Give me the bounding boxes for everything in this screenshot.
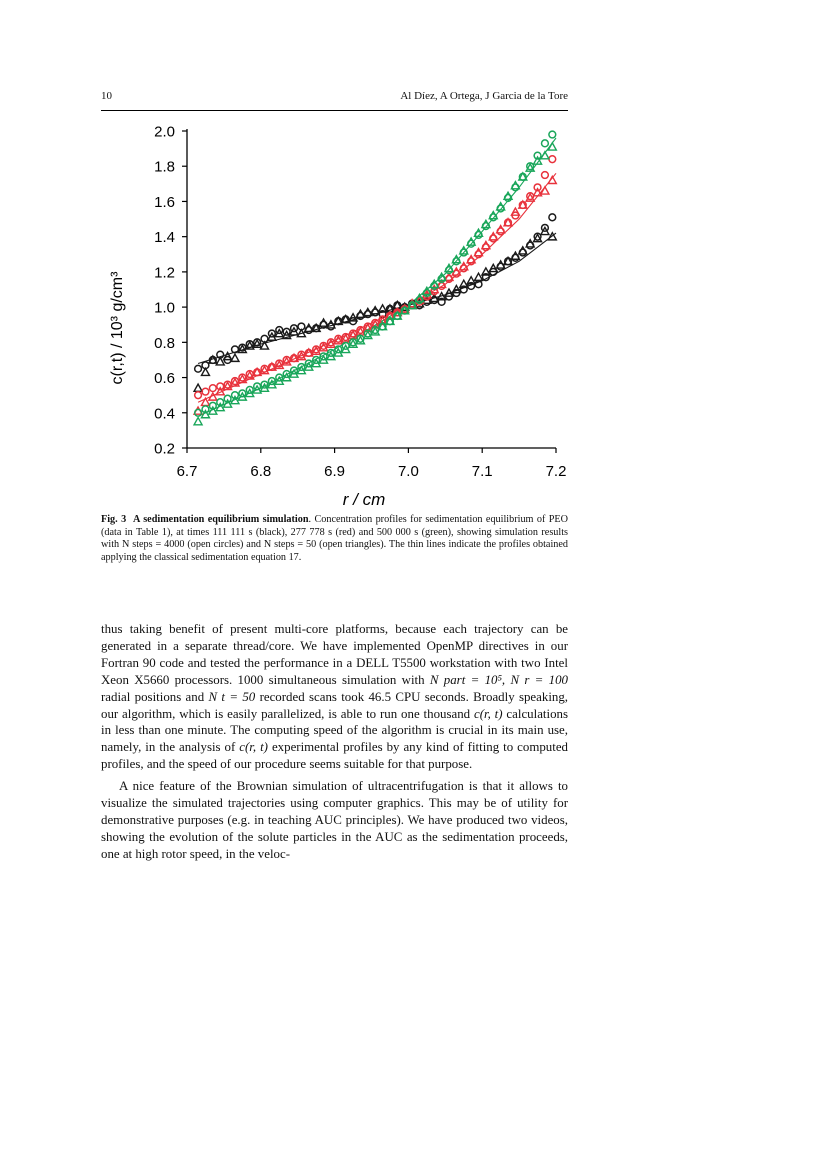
point-triangle-green bbox=[548, 143, 556, 150]
y-tick-label: 0.8 bbox=[154, 334, 175, 352]
point-triangle-black bbox=[201, 368, 209, 375]
point-triangle-black bbox=[475, 273, 483, 280]
x-tick-label: 6.8 bbox=[250, 463, 272, 480]
y-tick-label: 2.0 bbox=[154, 123, 175, 141]
point-triangle-black bbox=[305, 324, 313, 331]
y-tick-label: 0.2 bbox=[154, 440, 175, 458]
point-circle-red bbox=[202, 388, 209, 395]
point-triangle-black bbox=[194, 384, 202, 391]
x-axis-label: r / cm bbox=[342, 490, 386, 509]
y-tick-label: 1.8 bbox=[154, 158, 175, 176]
header-rule bbox=[101, 110, 568, 111]
point-triangle-red bbox=[489, 233, 497, 240]
x-tick-label: 6.9 bbox=[324, 463, 346, 480]
point-triangle-red bbox=[475, 249, 483, 256]
y-tick-label: 0.6 bbox=[154, 370, 175, 388]
paragraph-2: A nice feature of the Brownian simulation of ultracentrifugation is that it allows to visualize the simulated trajectories using computer graphics. This may be of utility for demonstrative purposes (e.g. in teaching AUC principles). We have produced two videos, showing the evolution of the solute particles in the AUC as the sedimentation proceeds, one at high rotor speed, in the veloc- bbox=[101, 779, 568, 861]
point-circle-green bbox=[549, 131, 556, 138]
point-circle-red bbox=[209, 385, 216, 392]
page-number: 10 bbox=[101, 90, 112, 102]
point-triangle-green bbox=[541, 152, 549, 159]
x-tick-label: 7.1 bbox=[471, 463, 493, 480]
point-triangle-red bbox=[482, 241, 490, 248]
data-markers bbox=[194, 131, 556, 425]
chart-axes bbox=[154, 124, 566, 481]
point-triangle-red bbox=[548, 176, 556, 183]
sedimentation-chart bbox=[100, 118, 570, 510]
point-triangle-red bbox=[541, 187, 549, 194]
figure-caption bbox=[101, 514, 568, 564]
point-triangle-green bbox=[194, 418, 202, 425]
body-text bbox=[101, 621, 568, 863]
caption-text: . Concentration profiles for sedimentation equilibrium of PEO (data in Table 1), at times 111 111 s (black), 277 778 s (red) and 500 000 s (green), showing simulation results with N steps = 4000 (open circles) and N steps = 50 (open triangles). The thin lines indicate the profiles obtained applying the classical sedimentation equation 17. bbox=[101, 514, 569, 563]
paragraph-1: thus taking benefit of present multi-core platforms, because each trajectory can be generated in a separate thread/core. We have implemented OpenMP directives in our Fortran 90 code and tested the performance in a DELL T5500 workstation with two Intel Xeon X5660 processors. 1000 simultaneous simulation with N part = 10⁵, N r = 100 radial positions and N t = 50 recorded scans took 46.5 CPU seconds. Broadly speaking, our algorithm, which is easily parallelized, is able to run one thousand c(r, t) calculations in less than one minute. The computing speed of the algorithm is crucial in its main use, namely, in the analysis of c(r, t) experimental profiles by any kind of fitting to computed profiles, and the speed of our procedure seems suitable for that purpose. bbox=[101, 622, 569, 772]
page-header bbox=[101, 90, 568, 110]
y-tick-label: 1.4 bbox=[154, 229, 175, 247]
y-tick-label: 0.4 bbox=[154, 405, 175, 423]
y-tick-label: 1.0 bbox=[154, 299, 175, 317]
figure-title: A sedimentation equilibrium simulation bbox=[133, 514, 309, 525]
point-triangle-red bbox=[497, 226, 505, 233]
running-authors: Al Díez, A Ortega, J Garcia de la Tore bbox=[400, 90, 568, 102]
y-tick-label: 1.2 bbox=[154, 264, 175, 282]
x-tick-label: 7.2 bbox=[545, 463, 567, 480]
point-triangle-black bbox=[511, 252, 519, 259]
point-circle-black bbox=[195, 365, 202, 372]
x-tick-label: 7.0 bbox=[397, 463, 419, 480]
point-triangle-red bbox=[201, 398, 209, 405]
x-tick-label: 6.7 bbox=[176, 463, 198, 480]
point-triangle-green bbox=[511, 182, 519, 189]
point-circle-green bbox=[542, 140, 549, 147]
point-triangle-green bbox=[504, 192, 512, 199]
point-triangle-red bbox=[467, 256, 475, 263]
point-triangle-black bbox=[216, 358, 224, 365]
point-triangle-black bbox=[320, 319, 328, 326]
point-triangle-black bbox=[231, 354, 239, 361]
point-triangle-black bbox=[519, 247, 527, 254]
y-axis-label: c(r,t) / 10³ g/cm³ bbox=[109, 271, 126, 385]
point-circle-green bbox=[195, 409, 202, 416]
point-circle-black bbox=[549, 214, 556, 221]
point-circle-red bbox=[542, 172, 549, 179]
point-triangle-black bbox=[526, 240, 534, 247]
figure-label: Fig. 3 bbox=[101, 514, 127, 525]
point-circle-red bbox=[549, 156, 556, 163]
fit-line-black bbox=[198, 233, 556, 363]
point-circle-red bbox=[195, 392, 202, 399]
y-tick-label: 1.6 bbox=[154, 193, 175, 211]
